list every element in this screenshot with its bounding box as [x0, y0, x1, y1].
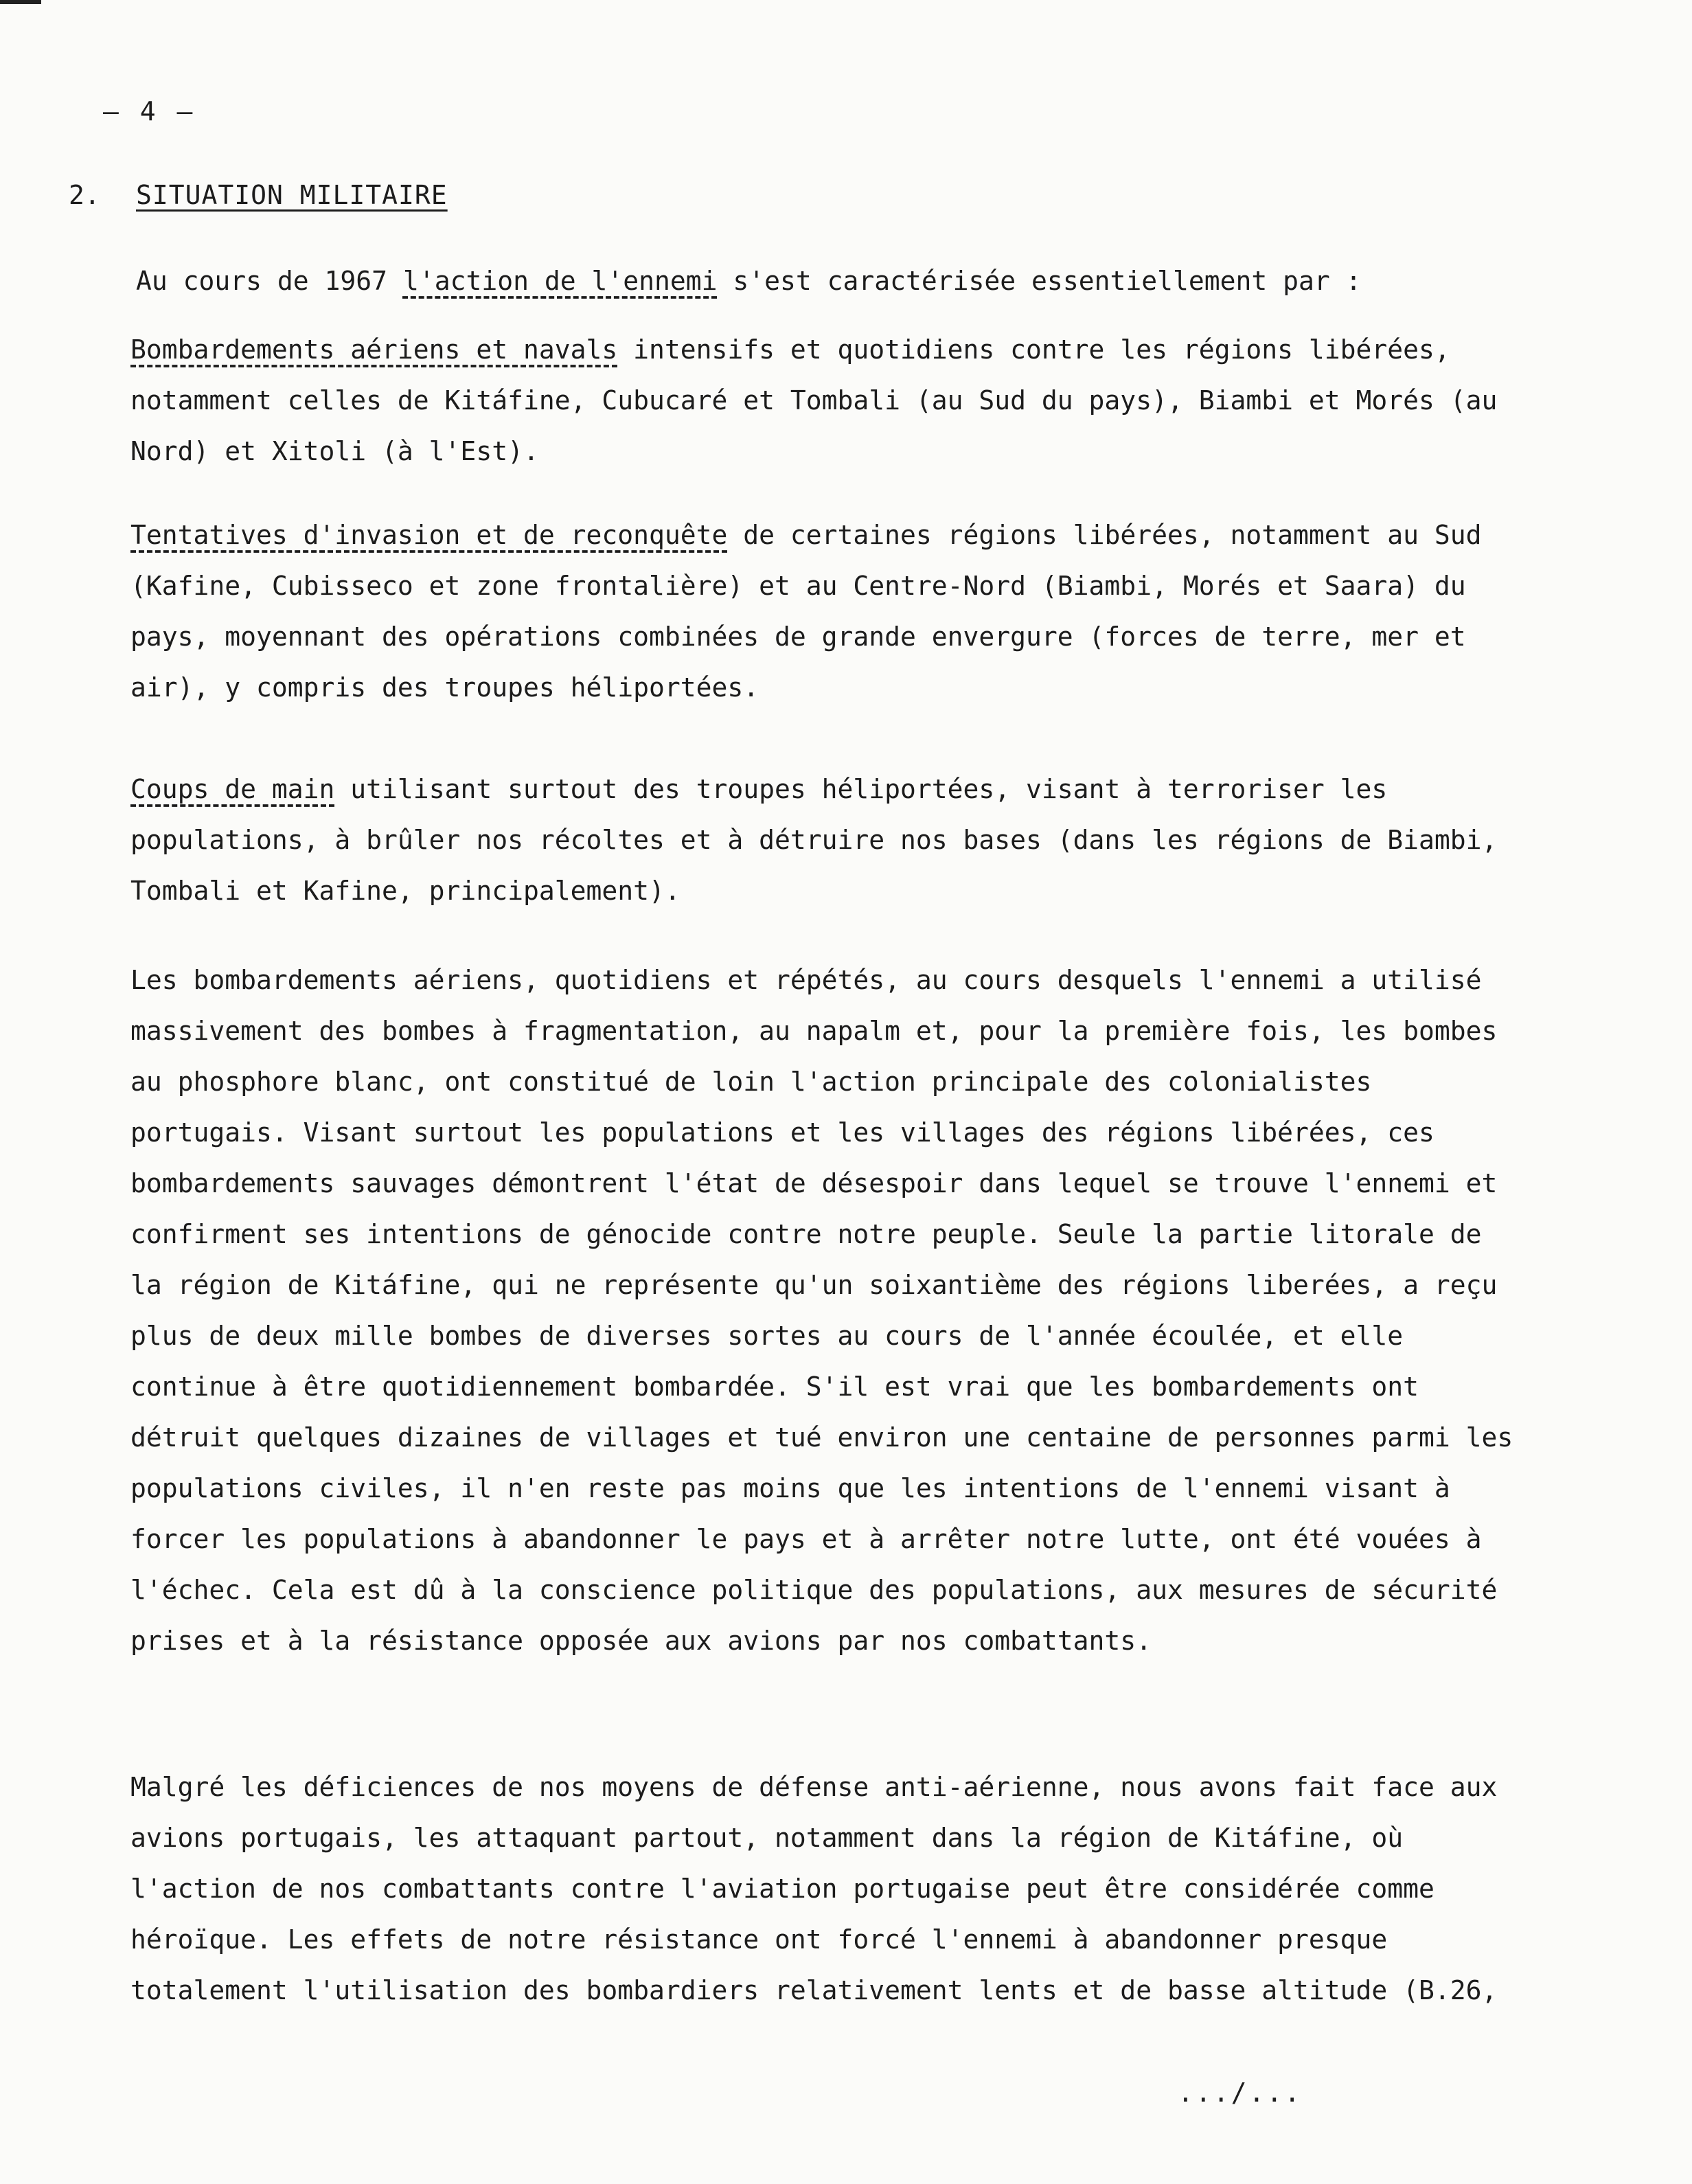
- intro-after: s'est caractérisée essentiellement par :: [717, 266, 1362, 296]
- paragraph-tentatives: [130, 510, 1524, 713]
- intro-sentence: [136, 255, 1523, 306]
- paragraph-text: de certaines régions libérées, notamment au Sud (Kafine, Cubisseco et zone frontalière) et au Centre-Nord (Biambi, Morés et Saara) du pays, moyennant des opérations combinées de grande envergure (forces de terre, mer et air), y compris des troupes héliportées.: [130, 520, 1482, 703]
- section-heading: [69, 180, 448, 210]
- paragraph-bombardements-aeriens: [130, 955, 1524, 1666]
- intro-before: Au cours de 1967: [136, 266, 403, 296]
- paragraph-text: intensifs et quotidiens contre les régions libérées, notamment celles de Kitáfine, Cubucaré et Tombali (au Sud du pays), Biambi et Morés (au Nord) et Xitoli (à l'Est).: [130, 334, 1498, 466]
- scan-edge-mark: [0, 0, 41, 4]
- paragraph-lead: Coups de main: [130, 774, 335, 804]
- page-number: – 4 –: [103, 96, 196, 126]
- section-number: 2.: [69, 180, 100, 210]
- continuation-marker: .../...: [1178, 2078, 1303, 2108]
- paragraph-bombardements: [130, 324, 1524, 477]
- paragraph-coups-de-main: [130, 764, 1524, 916]
- intro-emphasis: l'action de l'ennemi: [402, 266, 718, 296]
- paragraph-defense-anti-aerienne: [130, 1762, 1524, 2016]
- paragraph-lead: Bombardements aériens et navals: [130, 334, 618, 365]
- section-title: SITUATION MILITAIRE: [136, 180, 448, 210]
- paragraph-text: Malgré les déficiences de nos moyens de défense anti-aérienne, nous avons fait face aux avions portugais, les attaquant partout, notamment dans la région de Kitáfine, où l'action de nos combattants contre l'aviation portugaise peut être considérée comme héroïque. Les effets de notre résistance ont forcé l'ennemi à abandonner presque totalement l'utilisation des bombardiers relativement lents et de basse altitude (B.26,: [130, 1772, 1498, 2005]
- paragraph-text: Les bombardements aériens, quotidiens et répétés, au cours desquels l'ennemi a utilisé massivement des bombes à fragmentation, au napalm et, pour la première fois, les bombes au phosphore blanc, ont constitué de loin l'action principale des colonialistes portugais. Visant surtout les populations et les villages des régions libérées, ces bombardements sauvages démontrent l'état de désespoir dans lequel se trouve l'ennemi et confirment ses intentions de génocide contre notre peuple. Seule la partie litorale de la région de Kitáfine, qui ne représente qu'un soixantième des régions liberées, a reçu plus de deux mille bombes de diverses sortes au cours de l'année écoulée, et elle continue à être quotidiennement bombardée. S'il est vrai que les bombardements ont détruit quelques dizaines de villages et tué environ une centaine de personnes parmi les populations civiles, il n'en reste pas moins que les intentions de l'ennemi visant à forcer les populations à abandonner le pays et à arrêter notre lutte, ont été vouées à l'échec. Cela est dû à la conscience politique des populations, aux mesures de sécurité prises et à la résistance opposée aux avions par nos combattants.: [130, 965, 1513, 1656]
- paragraph-lead: Tentatives d'invasion et de reconquête: [130, 520, 728, 550]
- paragraph-text: utilisant surtout des troupes héliportées, visant à terroriser les populations, à brûler nos récoltes et à détruire nos bases (dans les régions de Biambi, Tombali et Kafine, principalement).: [130, 774, 1498, 906]
